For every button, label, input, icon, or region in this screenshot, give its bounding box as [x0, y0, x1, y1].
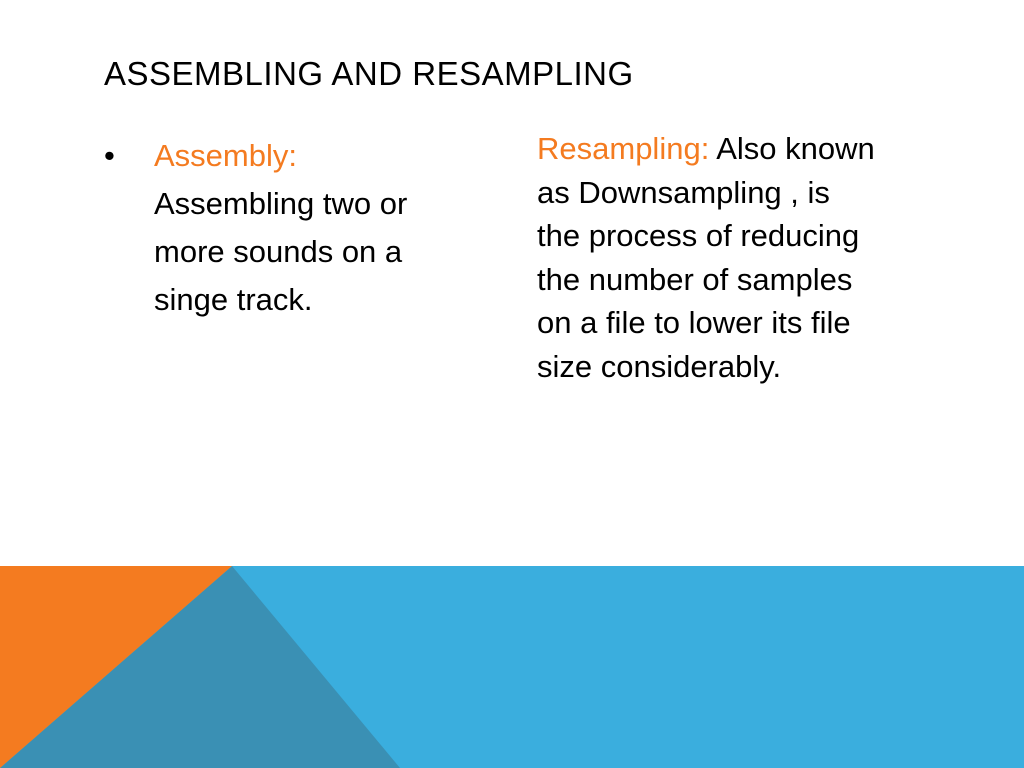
assembly-term: Assembly:	[154, 138, 297, 173]
slide-title: ASSEMBLING AND RESAMPLING	[104, 55, 634, 92]
assembly-text	[154, 132, 454, 324]
resampling-term: Resampling:	[537, 131, 710, 166]
assembly-definition: Assembling two or more sounds on a singe track.	[154, 186, 408, 317]
assembly-bullet	[104, 132, 464, 324]
resampling-paragraph	[537, 127, 877, 388]
decorative-footer-band	[0, 566, 1024, 768]
resampling-definition: Also known as Downsampling , is the process of reducing the number of samples on a file to lower its file size considerably.	[537, 131, 875, 384]
bullet-point: •	[104, 138, 115, 173]
